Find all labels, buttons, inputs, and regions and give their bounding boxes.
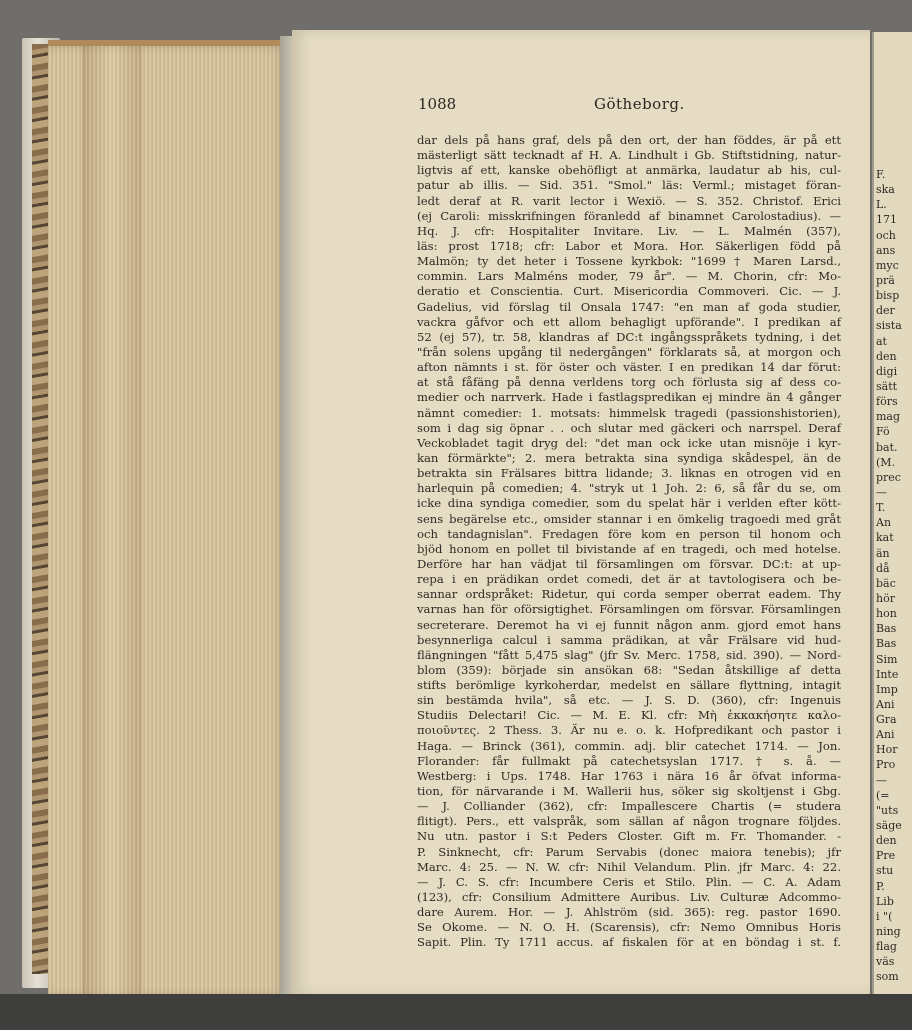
facing-text-fragment: An xyxy=(876,516,892,530)
facing-text-fragment: ans xyxy=(876,243,896,257)
text-line: sannar ordspråket: Ridetur, qui corda semper oberrat eadem. Thy xyxy=(417,587,841,602)
facing-text-fragment: Fö xyxy=(876,425,890,439)
text-line: flängningen "fått 5,475 slag" (jfr Sv. Merc. 1758, sid. 390). — Nord- xyxy=(417,647,841,662)
facing-text-fragment: och xyxy=(876,228,896,242)
facing-text-fragment: då xyxy=(876,561,890,575)
text-line: bjöd honom en pollet til bivistande af en tragedi, och med hotelse. xyxy=(417,541,841,556)
facing-text-fragment: "uts xyxy=(876,803,899,817)
text-line: Veckobladet tagit dryg del: "det man ock icke utan misnöje i kyr- xyxy=(417,435,841,450)
facing-page-text xyxy=(876,167,912,985)
facing-text-fragment: L. xyxy=(876,198,887,212)
facing-text-fragment: hör xyxy=(876,591,895,605)
facing-text-fragment: Pro xyxy=(876,758,896,772)
text-line: patur ab illis. — Sid. 351. "Smol." läs: Verml.; mistaget föran- xyxy=(417,178,841,193)
facing-text-fragment: flag xyxy=(876,940,897,954)
text-line: blom (359): började sin ansökan 68: "Sedan åtskillige af detta xyxy=(417,662,841,677)
text-line: Marc. 4: 25. — N. W. cfr: Nihil Velandum. Plin. jfr Marc. 4: 22. xyxy=(417,859,841,874)
facing-page-edge xyxy=(872,32,912,994)
text-line: Malmön; ty det heter i Tossene kyrkbok: "1699 † Maren Larsd., xyxy=(417,254,841,269)
facing-text-fragment: T. xyxy=(876,501,886,515)
page-number: 1088 xyxy=(418,95,457,113)
facing-text-fragment: bat. xyxy=(876,440,898,454)
text-line: som i dag sig öpnar . . och slutar med gäckeri och narrspel. Deraf xyxy=(417,420,841,435)
text-line: dare Aurem. Hor. — J. Ahlström (sid. 365): reg. pastor 1690. xyxy=(417,905,841,920)
text-line: Hq. J. cfr: Hospitaliter Invitare. Liv. — L. Malmén (357), xyxy=(417,223,841,238)
text-line: harlequin på comedien; 4. "stryk ut 1 Joh. 2: 6, så får du se, om xyxy=(417,481,841,496)
text-line: Sapit. Plin. Ty 1711 accus. af fiskalen för at en böndag i st. f. xyxy=(417,935,841,950)
text-line: stifts berömlige kyrkoherdar, medelst en sällare flyttning, intagit xyxy=(417,678,841,693)
text-line: Se Okome. — N. O. H. (Scarensis), cfr: Nemo Omnibus Horis xyxy=(417,920,841,935)
text-line: 52 (ej 57), tr. 58, klandras af DC:t ingångsspråkets tydning, i det xyxy=(417,329,841,344)
text-line: sin bestämda hvila", så etc. — J. S. D. (360), cfr: Ingenuis xyxy=(417,693,841,708)
facing-text-fragment: sätt xyxy=(876,379,898,393)
facing-text-fragment: Bas xyxy=(876,637,897,651)
facing-text-fragment: den xyxy=(876,834,897,848)
text-line: och tandagnislan". Fredagen före kom en person til honom och xyxy=(417,526,841,541)
text-line: mästerligt sätt tecknadt af H. A. Lindhult i Gb. Stiftstidning, natur- xyxy=(417,148,841,163)
facing-text-fragment: prec xyxy=(876,470,901,484)
text-line: Derföre har han vädjat til församlingen om försvar. DC:t: at up- xyxy=(417,556,841,571)
scanner-bed xyxy=(0,994,912,1030)
page-header xyxy=(418,95,838,115)
text-line: (ej Caroli: misskrifningen föranledd af binamnet Carolostadius). — xyxy=(417,208,841,223)
facing-text-fragment: den xyxy=(876,349,897,363)
text-line: vackra gåfvor och ett allom behagligt upförande". I predikan af xyxy=(417,314,841,329)
text-line: icke dina syndiga comedier, som du spelat här i verlden efter kött- xyxy=(417,496,841,511)
facing-text-fragment: bisp xyxy=(876,289,900,303)
facing-text-fragment: väs xyxy=(876,955,895,969)
facing-text-fragment: stu xyxy=(876,864,894,878)
text-line: medier och narrverk. Hade i fastlagspredikan ej mindre än 4 gånger xyxy=(417,390,841,405)
text-line: "från solens upgång til nedergången" förklarats så, at morgon och xyxy=(417,344,841,359)
text-line: betrakta sin Frälsares bittra lidande; 3. liknas en otrogen vid en xyxy=(417,466,841,481)
text-line: varnas han för oförsigtighet. Församlingen om försvar. Församlingen xyxy=(417,602,841,617)
text-line: afton nämnts i st. för öster och väster. I en predikan 14 dar förut: xyxy=(417,360,841,375)
text-line: läs: prost 1718; cfr: Labor et Mora. Hor. Säkerligen född på xyxy=(417,238,841,253)
facing-text-fragment: — xyxy=(876,485,887,499)
facing-text-fragment: mag xyxy=(876,410,901,424)
body-text xyxy=(417,133,841,951)
text-line: Nu utn. pastor i S:t Peders Closter. Gift m. Fr. Thomander. - xyxy=(417,829,841,844)
facing-text-fragment: som xyxy=(876,970,899,984)
text-line: Florander: får fullmakt på catechetsyslan 1717. † s. å. — xyxy=(417,753,841,768)
facing-text-fragment: at xyxy=(876,334,887,348)
text-line: secreterare. Deremot ha vi ej funnit någon anm. gjord emot hans xyxy=(417,617,841,632)
facing-text-fragment: digi xyxy=(876,364,898,378)
facing-text-fragment: säge xyxy=(876,819,902,833)
text-line: kan förmärkte"; 2. mera betrakta sina syndiga skådespel, än de xyxy=(417,450,841,465)
text-line: nämnt comedier: 1. motsats: himmelsk tragedi (passionshistorien), xyxy=(417,405,841,420)
text-line: Westberg: i Ups. 1748. Har 1763 i nära 16 år öfvat informa- xyxy=(417,768,841,783)
facing-text-fragment: kat xyxy=(876,531,894,545)
facing-text-fragment: ska xyxy=(876,183,895,197)
facing-text-fragment: bäc xyxy=(876,576,896,590)
text-line: Gadelius, vid förslag til Onsala 1747: "en man af goda studier, xyxy=(417,299,841,314)
text-line: commin. Lars Malméns moder, 79 år". — M. Chorin, cfr: Mo- xyxy=(417,269,841,284)
facing-text-fragment: sista xyxy=(876,319,902,333)
page-edge-shading xyxy=(82,46,142,996)
text-line: P. Sinknecht, cfr: Parum Servabis (donec maiora tenebis); jfr xyxy=(417,844,841,859)
facing-text-fragment: (= xyxy=(876,788,890,802)
facing-text-fragment: Hor xyxy=(876,743,898,757)
page-stack-edge xyxy=(48,40,286,996)
text-line: besynnerliga calcul i samma prädikan, at vår Frälsare vid hud- xyxy=(417,632,841,647)
facing-text-fragment: — xyxy=(876,773,887,787)
facing-text-fragment: ning xyxy=(876,925,901,939)
text-line: (123), cfr: Consilium Admittere Auribus. Liv. Culturæ Adcommo- xyxy=(417,890,841,905)
text-line: dar dels på hans graf, dels på den ort, der han föddes, är på ett xyxy=(417,133,841,147)
text-line: — J. C. S. cfr: Incumbere Ceris et Stilo. Plin. — C. A. Adam xyxy=(417,874,841,889)
facing-text-fragment: prä xyxy=(876,273,895,287)
facing-text-fragment: 171 xyxy=(876,213,897,227)
facing-text-fragment: Bas xyxy=(876,622,897,636)
text-line: ποιοῦντες. 2 Thess. 3. Är nu e. o. k. Hofpredikant och pastor i xyxy=(417,723,841,738)
facing-text-fragment: (M. xyxy=(876,455,896,469)
facing-text-fragment: Imp xyxy=(876,682,898,696)
facing-text-fragment: myc xyxy=(876,258,899,272)
text-line: — J. Colliander (362), cfr: Impallescere Chartis (= studera xyxy=(417,799,841,814)
text-line: flitigt). Pers., ett valspråk, som sällan af någon trognare följdes. xyxy=(417,814,841,829)
text-line: repa i en prädikan ordet comedi, det är at tavtologisera och be- xyxy=(417,572,841,587)
running-head: Götheborg. xyxy=(594,95,685,113)
text-line: deratio et Conscientia. Curt. Misericordia Commoveri. Cic. — J. xyxy=(417,284,841,299)
facing-text-fragment: Sim xyxy=(876,652,898,666)
text-line: sens begärelse etc., omsider stannar i en ömkelig tragoedi med gråt xyxy=(417,511,841,526)
facing-text-fragment: än xyxy=(876,546,890,560)
facing-text-fragment: hon xyxy=(876,607,897,621)
facing-text-fragment: Ani xyxy=(876,697,895,711)
text-line: Haga. — Brinck (361), commin. adj. blir catechet 1714. — Jon. xyxy=(417,738,841,753)
facing-text-fragment: Gra xyxy=(876,713,897,727)
text-line: ligtvis af ett, kanske obehöfligt at anmärka, laudatur ab his, cul- xyxy=(417,163,841,178)
facing-text-fragment: der xyxy=(876,304,895,318)
facing-text-fragment: Pre xyxy=(876,849,896,863)
text-line: at stå fåfäng på denna verldens torg och förlusta sig af dess co- xyxy=(417,375,841,390)
facing-text-fragment: i "( xyxy=(876,909,893,923)
text-line: tion, för närvarande i M. Wallerii hus, söker sig skoltjenst i Gbg. xyxy=(417,784,841,799)
facing-text-fragment: Lib xyxy=(876,894,894,908)
facing-text-fragment: Ani xyxy=(876,728,895,742)
text-line: Studiis Delectari! Cic. — M. E. Kl. cfr: Μὴ ἐκκακήσητε καλο- xyxy=(417,708,841,723)
facing-text-fragment: P. xyxy=(876,879,885,893)
facing-text-fragment: förs xyxy=(876,395,898,409)
facing-text-fragment: Inte xyxy=(876,667,899,681)
text-line: ledt deraf at R. varit lector i Wexiö. — S. 352. Christof. Erici xyxy=(417,193,841,208)
facing-text-fragment: F. xyxy=(876,168,886,181)
